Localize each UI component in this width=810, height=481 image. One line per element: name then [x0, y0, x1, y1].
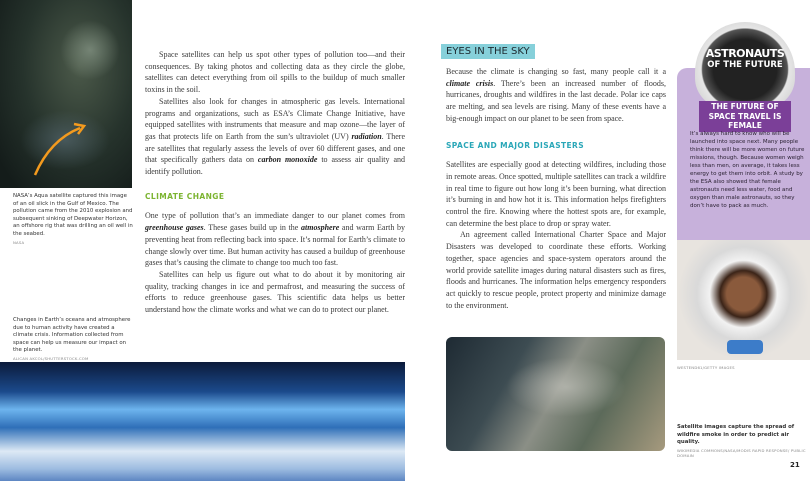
- girl-astronaut-photo: [677, 240, 810, 360]
- paragraph: [145, 96, 405, 178]
- caption-text: NASA’s Aqua satellite captured this image of an oil slick in the Gulf of Mexico. The pollution came from the 2010 explosion and subsequent sinking of Deepwater Horizon, an offshore rig that was drilling an oil well in the seabed.: [13, 193, 133, 237]
- glossary-term: greenhouse gases: [145, 223, 204, 233]
- logo-text: ASTRONAUTS: [705, 47, 785, 60]
- page-number: 21: [790, 461, 800, 469]
- caption-text: Satellite images capture the spread of wildfire smoke in order to predict air quality.: [677, 424, 795, 446]
- section-heading: CLIMATE CHANGE: [145, 191, 225, 201]
- paragraph: [145, 210, 405, 269]
- oil-photo-caption: [13, 193, 133, 245]
- text: . These gases build up in the: [203, 223, 302, 233]
- text: . There’s been an increased number of floods, hurricanes, droughts and wildfires in the last decade. Polar ice caps are melting, and sea levels are rising. Many of these events have a big-enough impact on our planet to be seen from space.: [446, 78, 666, 123]
- photo-credit: WIKIMEDIA COMMONS/NASA/MODIS RAPID RESPONSE/ PUBLIC DOMAIN: [677, 447, 806, 458]
- glossary-term: atmosphere: [301, 223, 340, 233]
- earth-photo-caption: [13, 317, 133, 361]
- text: One type of pollution that’s an immediate danger to our planet comes from: [145, 211, 405, 221]
- wildfire-caption: [677, 424, 807, 458]
- glossary-term: climate crisis: [446, 78, 494, 88]
- text: to assess air quality and identify pollution.: [145, 155, 406, 177]
- sidebar-title: THE FUTURE OF SPACE TRAVEL IS FEMALE: [699, 101, 791, 132]
- photo-credit: ALICAN AKCOL/SHUTTERSTOCK.COM: [13, 355, 89, 361]
- sidebar-text: It’s always hard to know who will be launched into space next. Many people think there will be more women on future missions, though. Because women weigh less than men, on average, it takes less energy to get them into orbit. A study by the ESA also showed that female astronauts need less water, food and oxygen than male astronauts, so they don’t have to pack as much.: [690, 131, 805, 209]
- paragraph: Satellites can help us figure out what to do about it by monitoring air quality, tracking changes in ice and permafrost, and measuring the success of efforts to reduce greenhouse gases. This scientific data helps us better understand how the climate works and what we can do to protect our planet.: [145, 269, 405, 315]
- paragraph: [446, 66, 666, 125]
- helmet-logo: [695, 22, 795, 108]
- photo-credit: NASA: [13, 239, 25, 245]
- chapter-title: EYES IN THE SKY: [441, 44, 535, 59]
- earth-from-space-photo: [0, 362, 405, 481]
- left-column: [145, 49, 405, 316]
- paragraph: Satellites are especially good at detecting wildfires, including those in remote areas. Once spotted, multiple satellites can track a wildfire in real time to figure out how long it’s been burning, what direction it’s burning in and how hot it is. This information helps firefighters control the fire. Knowing where the hottest spots are, for example, can determine the best place to drop or spray water.: [446, 160, 666, 228]
- text: . There are satellites that regularly assess the levels of over 60 different gases, and one that specifically gathers data on: [145, 131, 405, 165]
- wildfire-smoke-photo: [446, 337, 665, 451]
- photo-credit: WESTEND61/GETTY IMAGES: [677, 365, 735, 370]
- logo-text: OF THE FUTURE: [707, 60, 783, 70]
- caption-text: Changes in Earth’s oceans and atmosphere due to human activity have created a climate crisis. Information collected from space can help us measure our impact on the planet.: [13, 317, 131, 354]
- oil-slick-photo: [0, 0, 132, 188]
- paragraph: An agreement called International Charter Space and Major Disasters was developed to coordinate these efforts. Working together, space agencies and space-system operators around the world provide satellite images during natural disasters such as fires, floods and hurricanes. The information helps emergency responders act quickly to rescue people, protect property and minimize damage to the environment.: [446, 230, 666, 310]
- text: and warm Earth by preventing heat from reflecting back into space. It’s normal for Earth’s climate to change slowly over time. But human activity has caused a buildup of greenhouse gases that’s causing the climate to change too much too fast.: [145, 223, 405, 268]
- glossary-term: radiation: [351, 131, 382, 141]
- text: Because the climate is changing so fast, many people call it a: [446, 67, 666, 76]
- paragraph: Space satellites can help us spot other types of pollution too—and their consequences. By taking photos and collecting data as they circle the globe, satellites can detect everything from oil spills to the buildup of much smaller toxins in the soil.: [145, 50, 405, 95]
- arrow-icon: [30, 120, 90, 180]
- text: Satellites also look for changes in atmospheric gas levels. International programs and organizations, such as ESA’s Climate Change Initiative, have equipped satellites with instruments that measure and map ozone—the layer of gas that protects life on Earth from the sun’s ultraviolet (UV): [145, 96, 405, 141]
- glossary-term: carbon monoxide: [257, 155, 318, 165]
- section-heading: SPACE AND MAJOR DISASTERS: [446, 140, 585, 150]
- right-column: [446, 66, 666, 311]
